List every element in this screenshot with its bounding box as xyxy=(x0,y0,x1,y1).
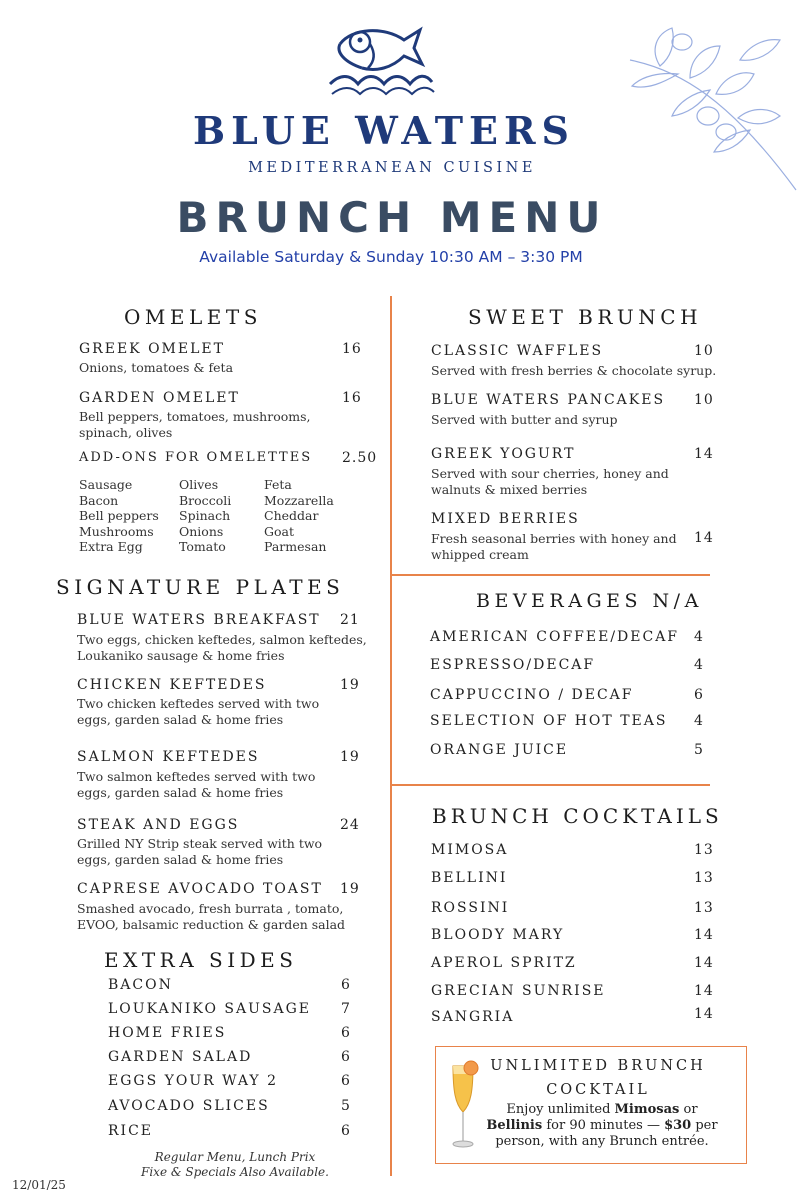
item-name: BLOODY MARY xyxy=(431,927,565,943)
promo-text-part: person, with any Brunch entrée. xyxy=(495,1134,709,1149)
item-name: AVOCADO SLICES xyxy=(108,1098,270,1114)
addon-item: Mozzarella xyxy=(264,492,334,508)
addon-item: Broccoli xyxy=(179,492,232,508)
item-price: 24 xyxy=(340,817,360,833)
item-desc: Grilled NY Strip steak served with two xyxy=(77,836,323,851)
item-desc: eggs, garden salad & home fries xyxy=(77,852,284,867)
item-name: BACON xyxy=(108,977,173,993)
item-price: 19 xyxy=(340,677,360,693)
item-desc: Loukaniko sausage & home fries xyxy=(77,648,285,663)
item-name: GREEK OMELET xyxy=(79,341,225,357)
item-price: 10 xyxy=(694,392,714,408)
item-name: GREEK YOGURT xyxy=(431,446,576,462)
menu-date: 12/01/25 xyxy=(12,1178,66,1192)
column-divider xyxy=(390,296,392,1176)
page-title: BRUNCH MENU xyxy=(176,193,608,242)
addons-col1 xyxy=(79,477,159,555)
item-price: 14 xyxy=(694,446,714,462)
item-desc: Onions, tomatoes & feta xyxy=(79,360,234,375)
item-price: 21 xyxy=(340,612,360,628)
item-price: 6 xyxy=(341,1025,351,1041)
item-desc: eggs, garden salad & home fries xyxy=(77,785,284,800)
item-desc: Served with fresh berries & chocolate syrup. xyxy=(431,363,717,378)
item-desc: Smashed avocado, fresh burrata , tomato, xyxy=(77,901,344,916)
item-desc: spinach, olives xyxy=(79,425,173,440)
item-price: 19 xyxy=(340,749,360,765)
hours-text: Available Saturday & Sunday 10:30 AM – 3:30 PM xyxy=(199,248,583,266)
item-price: 14 xyxy=(694,983,714,999)
section-title-sweet: SWEET BRUNCH xyxy=(468,305,703,329)
item-desc: walnuts & mixed berries xyxy=(431,482,588,497)
item-price: 6 xyxy=(341,1123,351,1139)
item-name: SANGRIA xyxy=(431,1009,515,1025)
item-name: STEAK AND EGGS xyxy=(77,817,240,833)
item-price: 6 xyxy=(341,1049,351,1065)
item-desc: EVOO, balsamic reduction & garden salad xyxy=(77,917,346,932)
item-price: 16 xyxy=(342,390,362,406)
addon-item: Olives xyxy=(179,477,219,492)
item-price: 4 xyxy=(694,657,704,673)
item-name: LOUKANIKO SAUSAGE xyxy=(108,1001,311,1017)
footer-note xyxy=(130,1150,340,1180)
item-name: HOME FRIES xyxy=(108,1025,227,1041)
item-desc: whipped cream xyxy=(431,547,529,562)
addons-title: ADD-ONS FOR OMELETTES xyxy=(79,450,313,465)
section-divider xyxy=(392,574,710,576)
item-name: RICE xyxy=(108,1123,154,1139)
item-name: ROSSINI xyxy=(431,900,510,916)
addon-item: Cheddar xyxy=(264,508,319,524)
item-price: 6 xyxy=(341,1073,351,1089)
item-price: 7 xyxy=(341,1001,351,1017)
addons-col2 xyxy=(179,477,231,555)
addon-item: Bell peppers xyxy=(79,508,159,524)
item-name: GARDEN SALAD xyxy=(108,1049,253,1065)
item-name: MIXED BERRIES xyxy=(431,511,580,527)
addons-price: 2.50 xyxy=(342,450,378,466)
item-desc: Two salmon keftedes served with two xyxy=(77,769,316,784)
item-price: 5 xyxy=(694,742,704,758)
item-name: SALMON KEFTEDES xyxy=(77,749,260,765)
item-name: BLUE WATERS PANCAKES xyxy=(431,392,666,408)
item-desc: Bell peppers, tomatoes, mushrooms, xyxy=(79,409,311,424)
item-price: 16 xyxy=(342,341,362,357)
fish-waves-icon xyxy=(326,22,436,102)
item-name: BLUE WATERS BREAKFAST xyxy=(77,612,321,628)
item-price: 13 xyxy=(694,842,714,858)
addon-item: Mushrooms xyxy=(79,523,154,539)
item-name: CAPPUCCINO / DECAF xyxy=(430,687,634,703)
addons-col3 xyxy=(264,477,334,555)
brand-name: BLUE WATERS xyxy=(192,108,575,153)
item-price: 14 xyxy=(694,927,714,943)
item-price: 6 xyxy=(694,687,704,703)
item-desc: Fresh seasonal berries with honey and xyxy=(431,531,677,546)
item-name: EGGS YOUR WAY 2 xyxy=(108,1073,278,1089)
footer-note-line: Regular Menu, Lunch Prix xyxy=(154,1150,316,1164)
item-name: APEROL SPRITZ xyxy=(431,955,577,971)
promo-title-line: UNLIMITED BRUNCH xyxy=(490,1058,706,1074)
addon-item: Goat xyxy=(264,523,294,539)
promo-text-bold: $30 xyxy=(664,1118,692,1133)
item-name: SELECTION OF HOT TEAS xyxy=(430,713,668,729)
item-name: CHICKEN KEFTEDES xyxy=(77,677,267,693)
item-price: 14 xyxy=(694,955,714,971)
item-desc: Two eggs, chicken keftedes, salmon keftedes, xyxy=(77,632,367,647)
item-desc: Served with sour cherries, honey and xyxy=(431,466,669,481)
item-name: BELLINI xyxy=(431,870,508,886)
promo-text-part: Enjoy unlimited xyxy=(506,1102,615,1117)
item-name: GRECIAN SUNRISE xyxy=(431,983,606,999)
promo-text-part: per xyxy=(691,1118,718,1133)
promo-text-bold: Mimosas xyxy=(614,1102,680,1117)
tagline: MEDITERRANEAN CUISINE xyxy=(248,160,536,176)
item-desc: Served with butter and syrup xyxy=(431,412,618,427)
section-title-signature: SIGNATURE PLATES xyxy=(56,575,345,599)
mimosa-glass-icon xyxy=(443,1060,483,1152)
addon-item: Tomato xyxy=(179,539,226,555)
promo-text-part: for 90 minutes — xyxy=(542,1118,665,1133)
item-price: 6 xyxy=(341,977,351,993)
addon-item: Spinach xyxy=(179,508,231,524)
section-title-cocktails: BRUNCH COCKTAILS xyxy=(432,804,723,828)
addon-item: Extra Egg xyxy=(79,539,143,555)
addon-item: Feta xyxy=(264,477,292,492)
item-price: 4 xyxy=(694,713,704,729)
promo-text-bold: Bellinis xyxy=(486,1118,543,1133)
item-desc: Two chicken keftedes served with two xyxy=(77,696,320,711)
section-title-sides: EXTRA SIDES xyxy=(104,948,298,972)
item-name: CLASSIC WAFFLES xyxy=(431,343,604,359)
item-desc: eggs, garden salad & home fries xyxy=(77,712,284,727)
addon-item: Bacon xyxy=(79,492,119,508)
item-price: 19 xyxy=(340,881,360,897)
item-price: 14 xyxy=(694,530,714,546)
footer-note-line: Fixe & Specials Also Available. xyxy=(141,1165,329,1179)
item-name: MIMOSA xyxy=(431,842,509,858)
item-name: AMERICAN COFFEE/DECAF xyxy=(430,629,680,645)
addon-item: Onions xyxy=(179,523,224,539)
promo-title xyxy=(480,1054,716,1102)
item-price: 5 xyxy=(341,1098,351,1114)
item-price: 14 xyxy=(694,1006,714,1022)
item-price: 4 xyxy=(694,629,704,645)
section-divider xyxy=(392,784,710,786)
section-title-beverages: BEVERAGES N/A xyxy=(476,590,703,612)
item-name: CAPRESE AVOCADO TOAST xyxy=(77,881,323,897)
promo-title-line: COCKTAIL xyxy=(546,1082,650,1098)
item-price: 13 xyxy=(694,900,714,916)
section-title-omelets: OMELETS xyxy=(124,305,262,329)
item-name: ESPRESSO/DECAF xyxy=(430,657,596,673)
addon-item: Parmesan xyxy=(264,539,327,555)
item-name: GARDEN OMELET xyxy=(79,390,240,406)
promo-text xyxy=(484,1102,720,1150)
item-name: ORANGE JUICE xyxy=(430,742,569,758)
addon-item: Sausage xyxy=(79,477,133,492)
item-price: 10 xyxy=(694,343,714,359)
item-price: 13 xyxy=(694,870,714,886)
promo-text-part: or xyxy=(679,1102,698,1117)
